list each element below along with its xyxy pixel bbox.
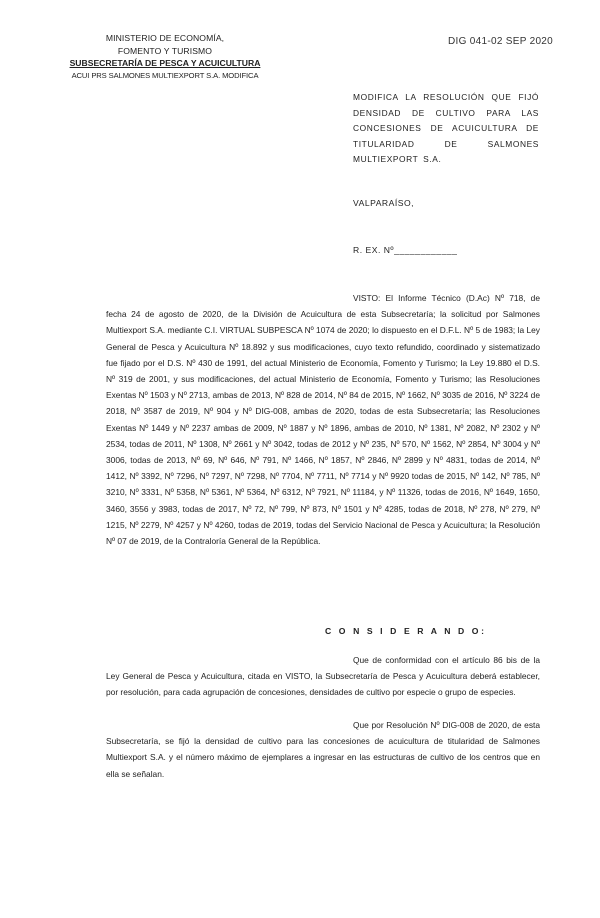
undersecretariat-name: SUBSECRETARÍA DE PESCA Y ACUICULTURA [69,58,261,68]
letterhead [60,32,270,82]
resolution-subject: MODIFICA LA RESOLUCIÓN QUE FIJÓ DENSIDAD DE CULTIVO PARA LAS CONCESIONES DE ACUICULTURA DE TITULARIDAD DE SALMONES MULTIEXPORT S.A. [353,92,539,164]
considerando-paragraph-1: Que de conformidad con el artículo 86 bis de la Ley General de Pesca y Acuicultura, citada en VISTO, la Subsecretaría de Pesca y Acuicultura deberá establecer, por resolución, para cada agrupación de concesiones, densidades de cultivo por especie o grupo de especies. [106,655,540,698]
visto-paragraph: VISTO: El Informe Técnico (D.Ac) Nº 718, de fecha 24 de agosto de 2020, de la División de Acuicultura de esta Subsecretaría; la solicitud por Salmones Multiexport S.A. mediante C.I. VIRTUAL SUBPESCA Nº 1074 de 2020; lo dispuesto en el D.F.L. Nº 5 de 1983; la Ley General de Pesca y Acuicultura Nº 18.892 y sus modificaciones, cuyo texto refundido, coordinado y sistematizado fue fijado por el D.S. Nº 430 de 1991, del actual Ministerio de Economía, Fomento y Turismo; la Ley 19.880 el D.S. Nº 319 de 2001, y sus modificaciones, del actual Ministerio de Economía, Fomento y Turismo; las Resoluciones Exentas Nº 1503 y Nº 2713, ambas de 2013, Nº 828 de 2014, Nº 84 de 2015, Nº 1662, Nº 3035 de 2016, Nº 3224 de 2018, Nº 3587 de 2019, Nº 904 y Nº DIG-008, ambas de 2020, todas de esta Subsecretaría; las Resoluciones Exentas Nº 1449 y Nº 2237 ambas de 2009, Nº 1887 y Nº 1896, ambas de 2010, Nº 1381, Nº 2082, Nº 2302 y Nº 2534, todas de 2011, Nº 1308, Nº 2661 y Nº 3042, todas de 2012 y Nº 235, Nº 570, Nº 1562, Nº 2854, Nº 3004 y Nº 3006, todas de 2013, Nº 69, Nº 646, Nº 791, Nº 1466, Nº 1857, Nº 2846, Nº 2899 y Nº 4831, todas de 2014, Nº 1412, Nº 3392, Nº 7296, Nº 7297, Nº 7298, Nº 7704, Nº 7711, Nº 7714 y Nº 9920 todas de 2015, Nº 142, Nº 785, Nº 3210, Nº 3331, Nº 5358, Nº 5361, Nº 5364, Nº 6312, Nº 7921, Nº 11184, y Nº 11326, todas de 2016, Nº 1649, 1650, 3460, 3556 y 3983, todas de 2017, Nº 72, Nº 799, Nº 873, Nº 1501 y Nº 4285, todas de 2018, Nº 278, Nº 279, Nº 1215, Nº 2279, Nº 4257 y Nº 4260, todas de 2019, todas del Servicio Nacional de Pesca y Acuicultura; la Resolución Nº 07 de 2019, de la Contraloría General de la República. [106,293,540,547]
ministry-line-1: MINISTERIO DE ECONOMÍA, [105,33,225,43]
ministry-line-2: FOMENTO Y TURISMO [117,45,213,56]
document-code: DIG 041-02 SEP 2020 [448,36,554,47]
reference-line: ACUI PRS SALMONES MULTIEXPORT S.A. MODIFICA [71,70,259,80]
resolution-number: R. EX. Nº____________ [353,245,458,255]
considerando-heading: C O N S I D E R A N D O: [325,626,487,636]
place-line: VALPARAÍSO, [353,198,415,208]
considerando-paragraph-2: Que por Resolución Nº DIG-008 de 2020, de esta Subsecretaría, se fijó la densidad de cultivo para las concesiones de acuicultura de titularidad de Salmones Multiexport S.A. y el número máximo de ejemplares a ingresar en las estructuras de cultivo de los centros que en ella se señalan. [106,720,540,779]
